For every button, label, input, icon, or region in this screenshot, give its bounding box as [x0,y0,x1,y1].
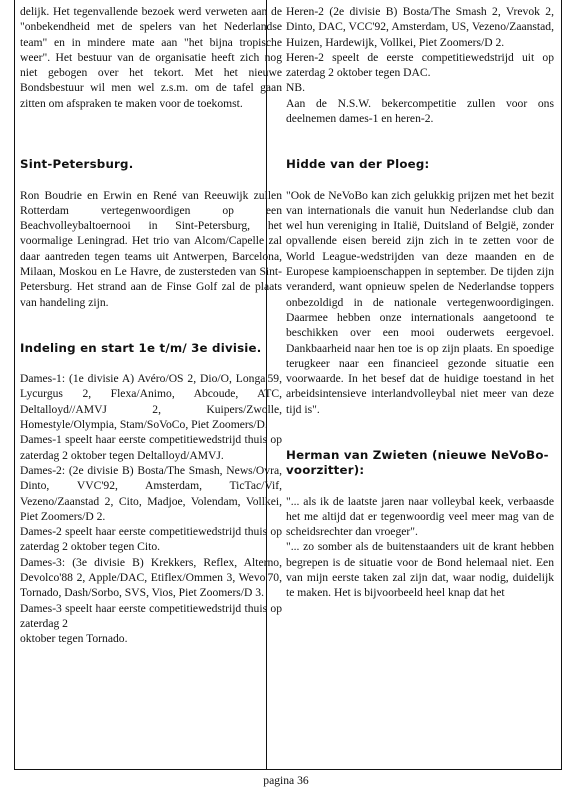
nb-label: NB. [286,81,306,95]
heading-sint-petersburg: Sint-Petersburg. [20,156,134,171]
left-column [20,4,282,646]
heading-herman-van-zwieten: Herman van Zwieten (nieuwe NeVoBo-voorzitter): [286,447,549,477]
heren2-start: Heren-2 speelt de eerste competitiewedstrijd uit op zaterdag 2 oktober tegen DAC. [286,50,554,80]
sint-petersburg-paragraph: Ron Boudrie en Erwin en René van Reeuwijk zullen Rotterdam vertegenwoordigen op een Beachvolleybaltoernooi in Sint-Petersburg, het voormalige Leningrad. Het trio van Alcom/Capelle zal daar aantreden tegen teams uit Antwerpen, Barcelona, Milaan, Moskou en Le Havre, de zustersteden van Sint-Petersburg. Het strand aan de Finse Golf zal de plaats van handeling zijn. [20,188,282,309]
herman-quote-2: "... zo somber als de buitenstaanders uit de krant hebben begrepen is de situatie voor de Bond helemaal niet. Een van mijn eerste taken zal zijn dat, waar nodig, duidelijk te maken. Het is bijvoorbeeld heel knap dat het [286,540,554,600]
dames3-teams: Dames-3: (3e divisie B) Krekkers, Reflex, Alterno, Devolco'88 2, Apple/DAC, Etiflex/Ommen 3, Wevo'70, Tornado, Dash/Sorbo, SVS, Vios, Piet Zoomers/D 3. [20,555,282,600]
heren2-teams: Heren-2 (2e divisie B) Bosta/The Smash 2, Vrevok 2, Dinto, DAC, VCC'92, Amsterdam, US, Vezeno/Zaanstad, Huizen, Hardewijk, Vollkei, Piet Zoomers/D 2. [286,5,554,49]
heading-hidde-van-der-ploeg: Hidde van der Ploeg: [286,156,430,171]
dames2-start: Dames-2 speelt haar eerste competitiewedstrijd thuis op zaterdag 2 oktober tegen Cito. [20,525,282,554]
dames3-start-continued: oktober tegen Tornado. [20,632,128,646]
dames3-start: Dames-3 speelt haar eerste competitiewedstrijd thuis op zaterdag 2 [20,601,282,630]
intro-paragraph: delijk. Het tegenvallende bezoek werd verweten aan de "onbekendheid met de spelers van het Nederlandse team" en in mindere mate aan "het bijna tropische weer". Het bestuur van de organisatie heeft zich nog niet gebogen over het tekort. Met het nieuwe Bondsbestuur wil men wel z.s.m. om de tafel gaan zitten om afspraken te maken voor de toekomst. [20,5,282,110]
dames2-teams: Dames-2: (2e divisie B) Bosta/The Smash, News/Ovra, Dinto, VVC'92, Amsterdam, TicTac/Vif, Vezeno/Zaanstad 2, Cito, Madjoe, Volendam, Vollkei, Piet Zoomers/D 2. [20,463,282,523]
nb-text: Aan de N.S.W. bekercompetitie zullen voor ons deelnemen dames-1 en heren-2. [286,96,554,126]
heading-indeling: Indeling en start 1e t/m/ 3e divisie. [20,340,262,355]
page-number: pagina 36 [263,774,309,787]
dames1-teams: Dames-1: (1e divisie A) Avéro/OS 2, Dio/O, Longa'59, Lycurgus 2, Flexa/Animo, Abcoude, ATC, Deltalloyd//AMVJ 2, Kuipers/Zwolle, Homestyle/Olympia, Stam/SoVoCo, Piet Zoomers/D. [20,372,282,432]
right-column [286,4,554,601]
dames1-start: Dames-1 speelt haar eerste competitiewedstrijd thuis op zaterdag 2 oktober tegen Deltalloyd/AMVJ. [20,433,282,462]
hidde-quote: "Ook de NeVoBo kan zich gelukkig prijzen met het bezit van internationals die vanuit hun Nederlandse club dan wel hun vereniging in Italië, Duitsland of België, zonder opvallende eisen bereid zijn zich in te zetten voor de World League-wedstrijden van deze maanden en de Europese kampioenschappen in september. De tijden zijn veranderd, want opnieuw spelen de Nederlandse toppers onbezoldigd in de nationale vertegenwoordigingen. Daarmee hebben onze internationals aangetoond te beschikken over een mooi ouderwets eergevoel. Dankbaarheid naar hen toe is op zijn plaats. En spoedige terugkeer naar een financieel gezonde situatie een voorwaarde. In het besef dat de huidige toestand in het arbeidsintensieve interlandvolleybal niet meer van deze tijd is". [286,188,554,416]
herman-quote-1: "... als ik de laatste jaren naar volleybal keek, verbaasde het me altijd dat er tegenwoordig veel meer mag van de scheidsrechter dan vroeger". [286,494,554,539]
